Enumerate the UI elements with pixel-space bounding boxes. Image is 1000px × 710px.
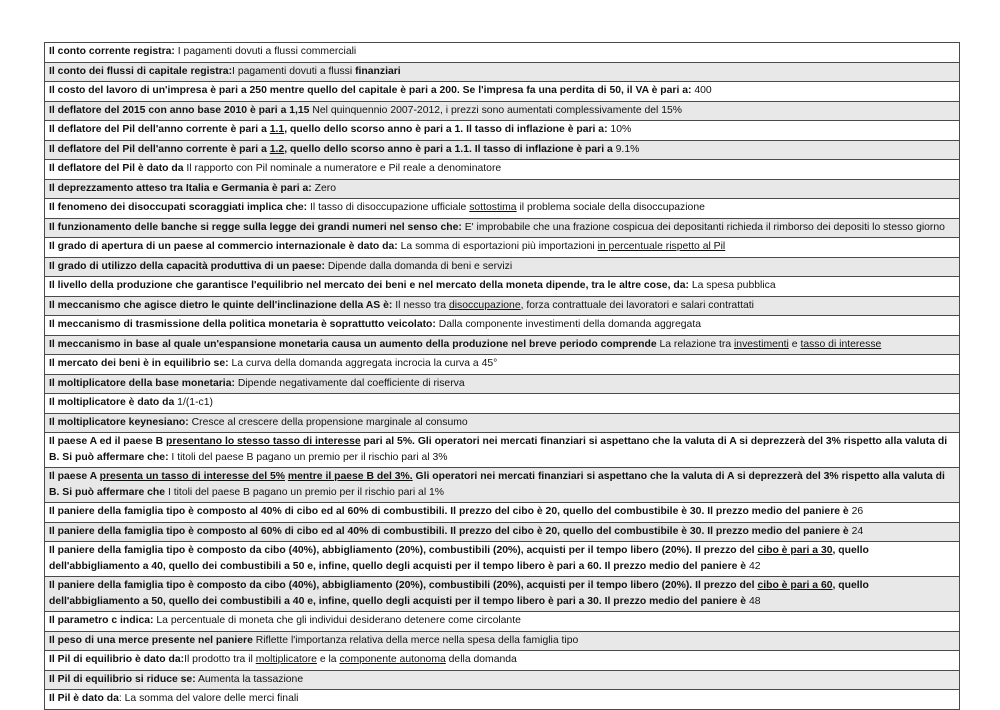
qa-cell (45, 238, 960, 258)
qa-table-body (45, 43, 960, 710)
table-row (45, 503, 960, 523)
table-row (45, 374, 960, 394)
answer-text: Il rapporto con Pil nominale a numeratore e Pil reale a denominatore (183, 163, 502, 174)
question-text: Il mercato dei beni è in equilibrio se: (49, 358, 229, 369)
question-text: Il moltiplicatore della base monetaria: (49, 377, 235, 389)
answer-text: componente autonoma (339, 654, 446, 665)
answer-text: Aumenta la tassazione (195, 673, 304, 685)
question-text: Il meccanismo in base al quale un'espansione monetaria causa un aumento della produzione nel breve periodo comprende (49, 338, 657, 350)
qa-cell (45, 542, 960, 577)
answer-text: I titoli del paese B pagano un premio per il rischio pari al 3% (168, 451, 448, 463)
answer-text: e la (316, 654, 340, 665)
question-text: Il moltiplicatore è dato da (49, 397, 175, 408)
answer-text: tasso di interesse (800, 338, 882, 350)
answer-text: moltiplicatore (255, 654, 317, 665)
qa-cell (45, 690, 960, 710)
qa-cell (45, 651, 960, 671)
question-text: Il moltiplicatore keynesiano: (49, 416, 189, 428)
qa-cell (45, 631, 960, 651)
answer-text: , forza contrattuale dei lavoratori e salari contrattati (520, 299, 754, 311)
qa-cell (45, 355, 960, 375)
answer-text: sottostima (469, 202, 517, 213)
question-text: Il peso di una merce presente nel paniere (49, 634, 253, 646)
question-text: Il Pil di equilibrio è dato da: (49, 654, 185, 665)
table-row (45, 577, 960, 612)
answer-text: 48 (746, 595, 761, 607)
qa-cell (45, 121, 960, 141)
answer-text: Il nesso tra (392, 299, 449, 311)
answer-text: in percentuale rispetto al Pil (597, 241, 726, 252)
answer-text: Dalla componente investimenti della domanda aggregata (435, 319, 702, 330)
question-text: Il grado di utilizzo della capacità produttiva di un paese: (49, 260, 325, 272)
answer-text: E' improbabile che una frazione cospicua dei depositanti richieda il rimborso dei depositi lo stesso giorno (461, 221, 945, 233)
question-text: , quello dell'abbigliamento a 40, quello dei combustibili a 50 e, infine, quello degli acquisti per il tempo libero è pari a 60. Il prezzo medio del paniere è (49, 545, 869, 572)
question-text: Il paniere della famiglia tipo è composto da cibo (40%), abbigliamento (20%), combustibili (20%), acquisti per il tempo libero (20%). Il prezzo del (49, 580, 758, 591)
question-text: Il livello della produzione che garantisce l'equilibrio nel mercato dei beni e nel mercato della moneta dipende, tra le altre cose, da: (49, 280, 689, 291)
answer-text: 42 (746, 560, 761, 572)
table-row (45, 238, 960, 258)
question-text: Il deflatore del Pil dell'anno corrente è pari a (49, 124, 270, 135)
answer-text: disoccupazione (448, 299, 521, 311)
question-text: Il deprezzamento atteso tra Italia e Germania è pari a: (49, 182, 312, 194)
qa-cell (45, 316, 960, 336)
qa-cell (45, 140, 960, 160)
table-row (45, 413, 960, 433)
qa-cell (45, 62, 960, 82)
table-row (45, 160, 960, 180)
table-row (45, 335, 960, 355)
qa-cell (45, 43, 960, 63)
answer-text: I pagamenti dovuti a flussi (232, 65, 356, 77)
answer-text: I pagamenti dovuti a flussi commerciali (174, 46, 357, 57)
qa-cell (45, 522, 960, 542)
question-text: mentre il paese B del 3%. (287, 471, 413, 482)
qa-cell (45, 101, 960, 121)
answer-text: Dipende dalla domanda di beni e servizi (324, 260, 513, 272)
answer-text: della domanda (445, 654, 517, 665)
question-text: cibo è pari a 60 (757, 580, 833, 591)
question-text: Il paniere della famiglia tipo è composto da cibo (40%), abbigliamento (20%), combustibili (20%), acquisti per il tempo libero (20%). Il prezzo del (49, 545, 758, 556)
answer-text: La relazione tra (656, 338, 734, 350)
question-text: Il deflatore del Pil è dato da (49, 163, 184, 174)
table-row (45, 468, 960, 503)
question-text: presenta un tasso di interesse del 5% (99, 471, 286, 482)
table-row (45, 257, 960, 277)
question-text: Il paese A (49, 471, 100, 482)
question-text: Il parametro c indica: (49, 615, 154, 626)
answer-text: : La somma del valore delle merci finali (118, 693, 299, 704)
question-text: Gli operatori nei mercati finanziari si aspettano che la valuta di A si deprezzerà del 3% rispetto alla valuta di B. Si può affermare che (49, 471, 945, 498)
table-row (45, 612, 960, 632)
question-text: Il paniere della famiglia tipo è composto al 60% di cibo ed al 40% di combustibili. Il prezzo del cibo è 20, quello del combustibile è 30. Il prezzo medio del paniere è (49, 525, 849, 537)
question-text: finanziari (355, 65, 401, 77)
qa-cell (45, 218, 960, 238)
answer-text: 26 (848, 506, 864, 517)
answer-text: Riflette l'importanza relativa della merce nella spesa della famiglia tipo (252, 634, 579, 646)
answer-text: Zero (311, 182, 337, 194)
question-text: Il Pil è dato da (49, 693, 119, 704)
answer-text: 10% (607, 124, 632, 135)
answer-text: La curva della domanda aggregata incrocia la curva a 45° (228, 358, 498, 369)
qa-cell (45, 612, 960, 632)
table-row (45, 121, 960, 141)
qa-table (44, 42, 960, 710)
qa-cell (45, 296, 960, 316)
table-row (45, 542, 960, 577)
qa-cell (45, 468, 960, 503)
answer-text: Il tasso di disoccupazione ufficiale (307, 202, 470, 213)
question-text: Il conto dei flussi di capitale registra: (49, 65, 233, 77)
answer-text: e (788, 338, 801, 350)
table-row (45, 394, 960, 414)
table-row (45, 277, 960, 297)
table-row (45, 101, 960, 121)
table-row (45, 199, 960, 219)
question-text: 1.2 (269, 143, 285, 155)
question-text: Il meccanismo di trasmissione della politica monetaria è soprattutto veicolato: (49, 319, 436, 330)
answer-text: Nel quinquennio 2007-2012, i prezzi sono aumentati complessivamente del 15% (309, 104, 683, 116)
qa-cell (45, 374, 960, 394)
table-row (45, 433, 960, 468)
table-row (45, 179, 960, 199)
qa-cell (45, 179, 960, 199)
answer-text: 9.1% (612, 143, 640, 155)
table-row (45, 690, 960, 710)
qa-cell (45, 413, 960, 433)
answer-text: Il prodotto tra il (184, 654, 256, 665)
answer-text: 24 (848, 525, 864, 537)
table-row (45, 355, 960, 375)
answer-text: 400 (691, 85, 712, 96)
qa-cell (45, 277, 960, 297)
question-text: , quello dell'abbigliamento a 50, quello dei combustibili a 40 e, infine, quello degli acquisti per il tempo libero è pari a 30. Il prezzo medio del paniere è (49, 580, 869, 607)
table-row (45, 522, 960, 542)
question-text: presentano lo stesso tasso di interesse (166, 436, 361, 447)
table-row (45, 82, 960, 102)
table-row (45, 670, 960, 690)
answer-text: 1/(1-c1) (174, 397, 213, 408)
qa-cell (45, 577, 960, 612)
answer-text: il problema sociale della disoccupazione (516, 202, 705, 213)
qa-cell (45, 335, 960, 355)
question-text: 1.1 (269, 124, 285, 135)
answer-text: La spesa pubblica (688, 280, 776, 291)
qa-cell (45, 394, 960, 414)
question-text: , quello dello scorso anno è pari a 1.1. Il tasso di inflazione è pari a (284, 143, 613, 155)
answer-text: La somma di esportazioni più importazioni (397, 241, 598, 252)
question-text: Il paese A ed il paese B (49, 436, 167, 447)
answer-text: I titoli del paese B pagano un premio per il rischio pari al 1% (165, 486, 445, 498)
question-text: Il funzionamento delle banche si regge sulla legge dei grandi numeri nel senso che: (49, 221, 462, 233)
qa-cell (45, 503, 960, 523)
question-text: Il conto corrente registra: (49, 46, 175, 57)
qa-cell (45, 670, 960, 690)
question-text: Il costo del lavoro di un'impresa è pari a 250 mentre quello del capitale è pari a 200. Se l'impresa fa una perdita di 50, il VA è pari a: (49, 85, 692, 96)
question-text: Il deflatore del Pil dell'anno corrente è pari a (49, 143, 270, 155)
flashcard-sheet (44, 42, 960, 710)
question-text: Il paniere della famiglia tipo è composto al 40% di cibo ed al 60% di combustibili. Il prezzo del cibo è 20, quello del combustibile è 30. Il prezzo medio del paniere è (49, 506, 849, 517)
qa-cell (45, 433, 960, 468)
qa-cell (45, 257, 960, 277)
table-row (45, 140, 960, 160)
question-text: pari al 5%. Gli operatori nei mercati finanziari si aspettano che la valuta di A si deprezzerà del 3% rispetto alla valuta di B. Si può affermare che: (49, 436, 948, 463)
table-row (45, 296, 960, 316)
question-text: , quello dello scorso anno è pari a 1. Il tasso di inflazione è pari a: (284, 124, 608, 135)
question-text: Il fenomeno dei disoccupati scoraggiati implica che: (49, 202, 308, 213)
table-row (45, 62, 960, 82)
qa-cell (45, 160, 960, 180)
table-row (45, 631, 960, 651)
table-row (45, 43, 960, 63)
qa-cell (45, 199, 960, 219)
answer-text: Dipende negativamente dal coefficiente di riserva (234, 377, 465, 389)
table-row (45, 651, 960, 671)
question-text: Il meccanismo che agisce dietro le quinte dell'inclinazione della AS è: (49, 299, 393, 311)
question-text: cibo è pari a 30 (757, 545, 833, 556)
table-row (45, 218, 960, 238)
question-text: Il Pil di equilibrio si riduce se: (49, 673, 196, 685)
qa-cell (45, 82, 960, 102)
answer-text: investimenti (734, 338, 789, 350)
table-row (45, 316, 960, 336)
question-text: Il deflatore del 2015 con anno base 2010 è pari a 1,15 (49, 104, 310, 116)
answer-text: La percentuale di moneta che gli individui desiderano detenere come circolante (153, 615, 521, 626)
question-text: Il grado di apertura di un paese al commercio internazionale è dato da: (49, 241, 398, 252)
answer-text: Cresce al crescere della propensione marginale al consumo (188, 416, 468, 428)
